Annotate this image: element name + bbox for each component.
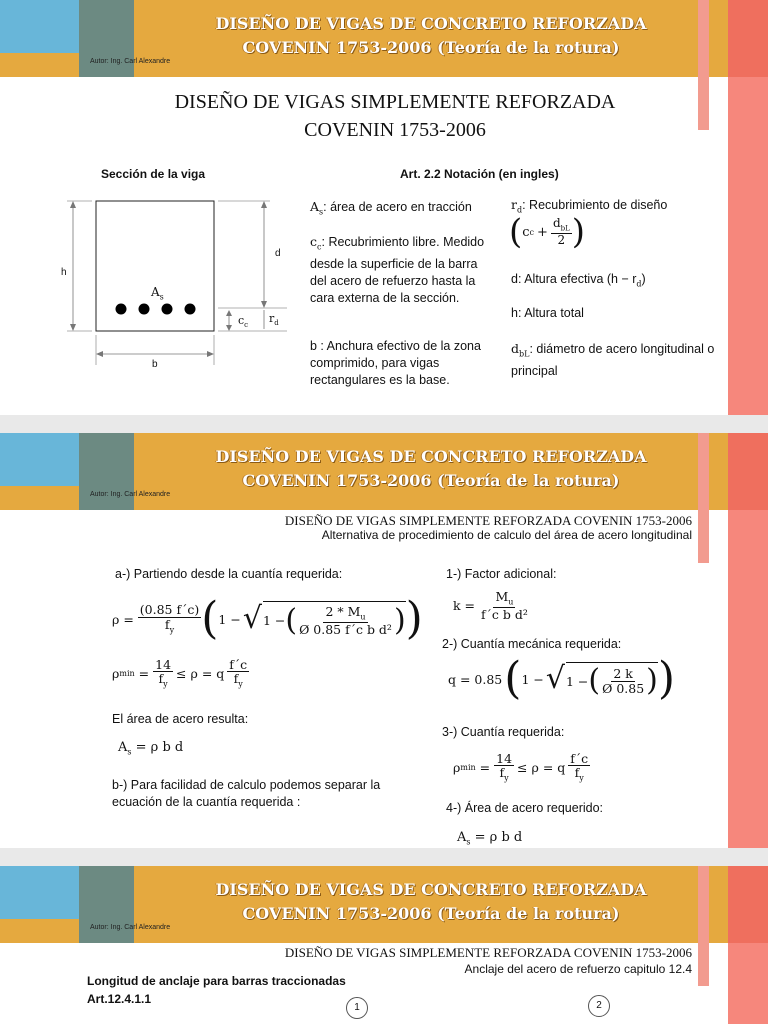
label-rd: $r_d$ xyxy=(269,312,279,328)
notation-d: d: Altura efectiva $(h - r_d)$ xyxy=(511,272,646,289)
slide-3-title: DISEÑO DE VIGAS SIMPLEMENTE REFORZADA COVENIN 1753-2006 xyxy=(284,945,692,960)
callout-2: 2 xyxy=(588,995,610,1017)
step-1-label: 1-) Factor adicional: xyxy=(446,567,557,581)
beam-outline xyxy=(96,201,214,331)
q-equation: q = 0.85 ( 1 − √ 1 − ( $\frac{2 k}{Ø 0.85}$ ) ) xyxy=(448,653,676,704)
notation-b: b : Anchura efectivo de la zona comprimido, para vigas rectangulares es la base. xyxy=(310,339,481,387)
author-credit: Autor: Ing. Carl Alexandre xyxy=(90,924,171,931)
as-equation-b: $A_s = \rho$ b d xyxy=(457,830,523,847)
step-4-label: 4-) Área de acero requerido: xyxy=(446,801,604,815)
banner-blue-block xyxy=(0,433,79,486)
side-bar-pink xyxy=(728,77,768,415)
notation-rd: $r_d$: Recubrimiento de diseño xyxy=(511,197,668,215)
author-credit: Autor: Ing. Carl Alexandre xyxy=(90,58,171,65)
side-bar-pink xyxy=(728,510,768,848)
callout-1: 1 xyxy=(346,997,368,1019)
label-as: $A_s$ xyxy=(151,285,164,302)
label-cc: $c_c$ xyxy=(238,314,249,330)
rebar-2 xyxy=(139,304,150,315)
author-credit: Autor: Ing. Carl Alexandre xyxy=(90,491,171,498)
step-a-label: a-) Partiendo desde la cuantía requerida: xyxy=(115,567,343,581)
rho-min-equation-a: ρ min = $\frac{14}{f_y}$ ≤ ρ = q $\frac{f´c}{f_y}$ xyxy=(112,657,248,689)
rho-min-equation-b: ρ min = $\frac{14}{f_y}$ ≤ ρ = q $\frac{f´c}{f_y}$ xyxy=(453,751,589,783)
slide-separator-1 xyxy=(0,415,768,433)
slide-3 xyxy=(0,866,768,1024)
as-equation-a: $A_s = \rho$ b d xyxy=(118,740,184,757)
label-h: h xyxy=(61,267,67,278)
side-bar-pink xyxy=(728,943,768,1024)
banner-blue-block xyxy=(0,0,79,53)
slide-2-title: DISEÑO DE VIGAS SIMPLEMENTE REFORZADA COVENIN 1753-2006 xyxy=(284,513,692,528)
notation-heading: Art. 2.2 Notación (en ingles) xyxy=(400,167,559,181)
label-d: d xyxy=(275,248,281,259)
rebar-4 xyxy=(185,304,196,315)
step-3-label: 3-) Cuantía requerida: xyxy=(442,725,565,739)
slide-3-article: Art.12.4.1.1 xyxy=(87,992,152,1006)
notation-h: h: Altura total xyxy=(511,306,584,320)
banner-title-line2: COVENIN 1753-2006 (Teoría de la rotura) xyxy=(242,904,620,923)
page-title: DISEÑO DE VIGAS SIMPLEMENTE REFORZADA xyxy=(174,91,616,113)
banner-title-line2: COVENIN 1753-2006 (Teoría de la rotura) xyxy=(242,471,620,490)
slide-1 xyxy=(0,0,768,415)
notation-dbl: $d_{bL}$: diámetro de acero longitudinal o principal xyxy=(511,341,715,378)
banner-green-block xyxy=(79,866,134,943)
banner-blue-block xyxy=(0,866,79,919)
side-bar-red xyxy=(728,0,768,77)
area-label: El área de acero resulta: xyxy=(112,712,249,726)
section-heading: Sección de la viga xyxy=(101,167,206,181)
slide-separator-2 xyxy=(0,848,768,866)
step-2-label: 2-) Cuantía mecánica requerida: xyxy=(442,637,622,651)
banner-title-line1: DISEÑO DE VIGAS DE CONCRETO REFORZADA xyxy=(215,447,647,466)
side-bar-red xyxy=(728,866,768,943)
slide-3-heading: Longitud de anclaje para barras traccionadas xyxy=(87,974,346,988)
side-bar-red xyxy=(728,433,768,510)
slide-2-subtitle: Alternativa de procedimiento de calculo del área de acero longitudinal xyxy=(321,528,692,542)
notation-cc: $c_c$: Recubrimiento libre. Medido desde la superficie de la barra del acero de refuerzo hasta la cara externa de la sección. xyxy=(310,234,485,305)
notation-as: $A_s$: área de acero en tracción xyxy=(310,199,472,217)
slide-3-subtitle: Anclaje del acero de refuerzo capitulo 12.4 xyxy=(464,962,692,976)
beam-section-diagram xyxy=(55,190,295,380)
banner-title-line2: COVENIN 1753-2006 (Teoría de la rotura) xyxy=(242,38,620,57)
rebar-1 xyxy=(116,304,127,315)
banner-title-line1: DISEÑO DE VIGAS DE CONCRETO REFORZADA xyxy=(215,880,647,899)
label-b: b xyxy=(152,359,158,370)
slide-2 xyxy=(0,433,768,848)
rho-equation: ρ = $\frac{(0.85 f´c)}{f_y}$ ( 1 − √ 1 − ( $\frac{2 * M_u}{\text{Ø 0.85 f´c b d²}}$ ) ) xyxy=(112,593,423,644)
rd-formula: ( c c + $\frac{d_{bL}}{2}$ ) xyxy=(509,212,586,252)
banner-green-block xyxy=(79,0,134,77)
k-equation: k = $\frac{M_u}{\text{f´c b d²}}$ xyxy=(453,589,528,622)
rebar-3 xyxy=(162,304,173,315)
banner-green-block xyxy=(79,433,134,510)
page-subtitle: COVENIN 1753-2006 xyxy=(304,119,486,141)
banner-title-line1: DISEÑO DE VIGAS DE CONCRETO REFORZADA xyxy=(215,14,647,33)
step-b-label: b-) Para facilidad de calculo podemos separar la ecuación de la cuantía requerida : xyxy=(112,778,381,809)
